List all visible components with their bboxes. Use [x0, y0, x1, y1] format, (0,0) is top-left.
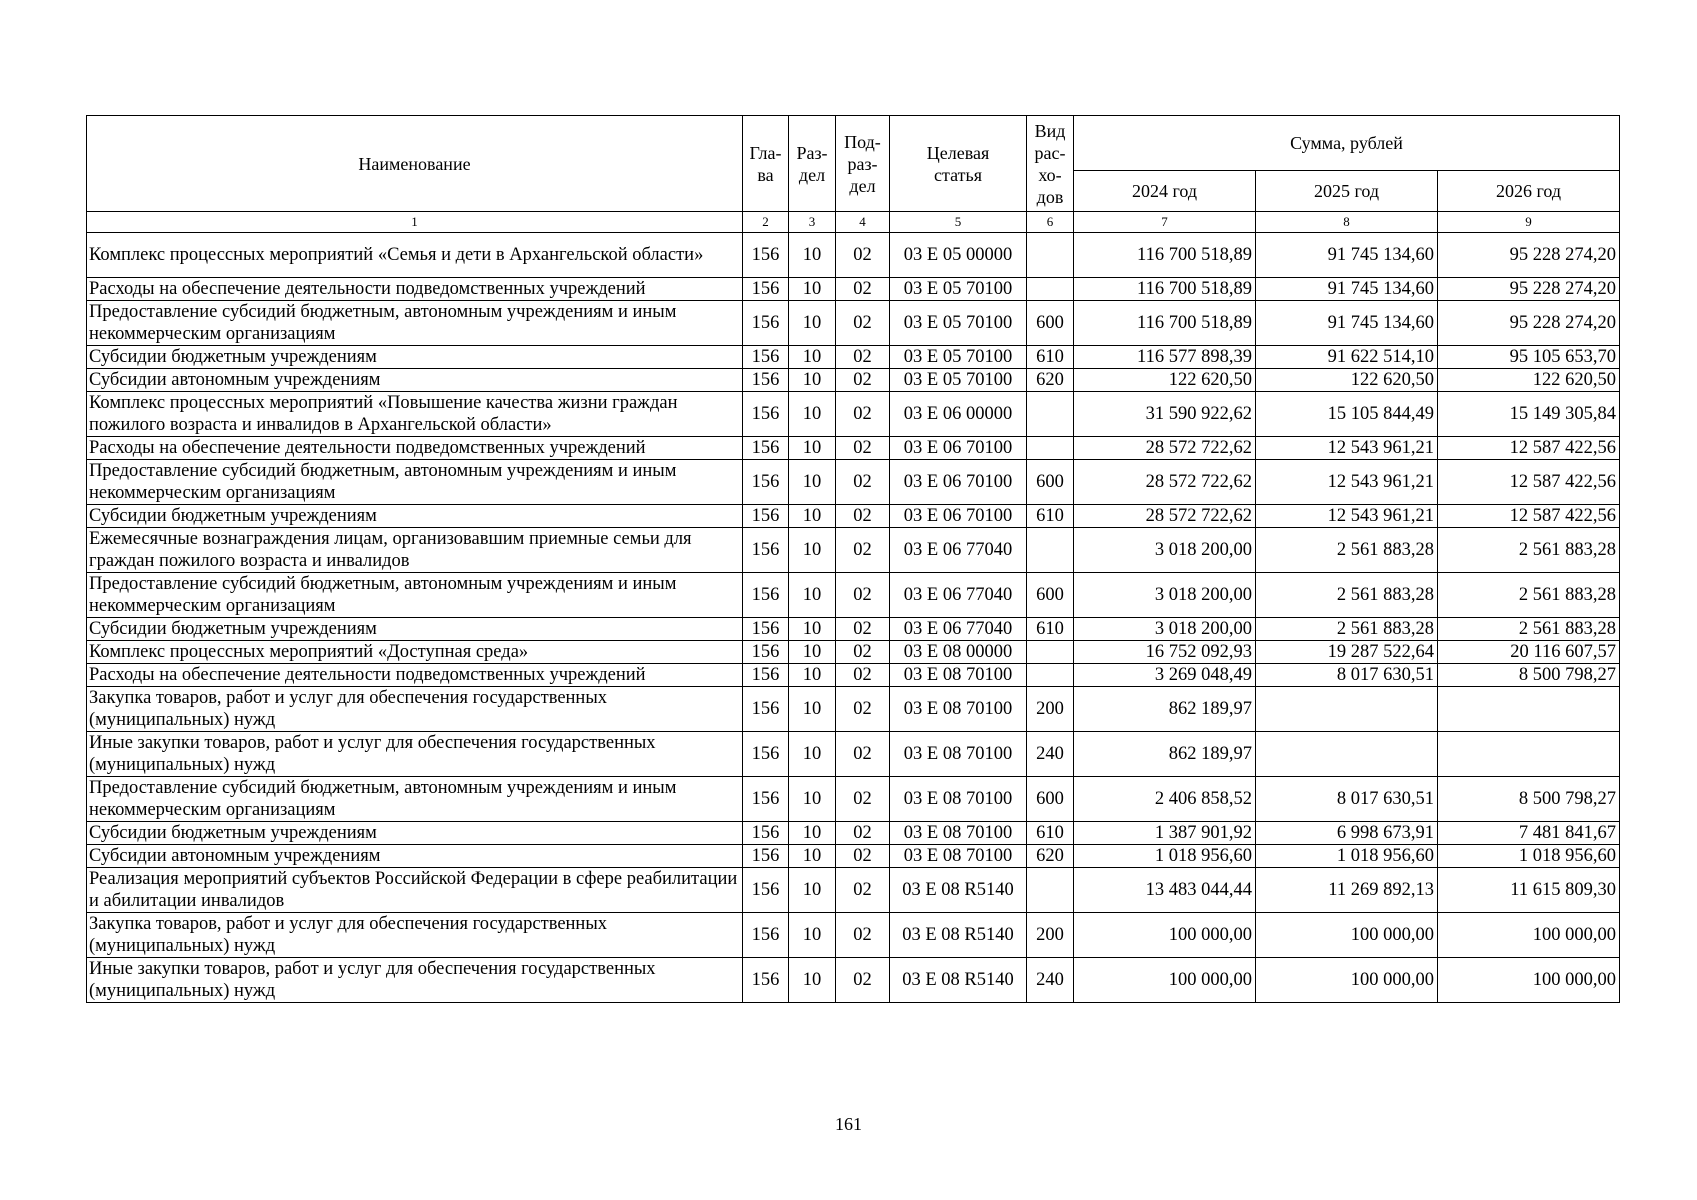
row-vid-cell	[1027, 437, 1074, 460]
row-amount-2024-cell: 116 700 518,89	[1074, 233, 1256, 278]
row-vid-cell: 600	[1027, 460, 1074, 505]
row-podrazdel-cell: 02	[836, 233, 890, 278]
row-tselevaya-cell: 03 Е 05 00000	[890, 233, 1027, 278]
table-row	[87, 732, 1620, 777]
row-podrazdel-cell: 02	[836, 369, 890, 392]
row-name-cell: Субсидии бюджетным учреждениям	[87, 822, 743, 845]
row-razdel-cell: 10	[789, 687, 836, 732]
row-razdel-cell: 10	[789, 822, 836, 845]
table-row	[87, 528, 1620, 573]
table-row	[87, 641, 1620, 664]
row-podrazdel-cell: 02	[836, 664, 890, 687]
row-razdel-cell: 10	[789, 958, 836, 1003]
col-number: 3	[789, 212, 836, 233]
row-tselevaya-cell: 03 Е 08 R5140	[890, 958, 1027, 1003]
row-tselevaya-cell: 03 Е 06 77040	[890, 618, 1027, 641]
row-glava-cell: 156	[743, 392, 789, 437]
row-glava-cell: 156	[743, 437, 789, 460]
row-glava-cell: 156	[743, 868, 789, 913]
row-vid-cell: 610	[1027, 822, 1074, 845]
row-amount-2026-cell: 100 000,00	[1438, 958, 1620, 1003]
col-number: 6	[1027, 212, 1074, 233]
row-amount-2024-cell: 862 189,97	[1074, 687, 1256, 732]
row-amount-2026-cell: 8 500 798,27	[1438, 664, 1620, 687]
row-vid-cell: 610	[1027, 618, 1074, 641]
row-podrazdel-cell: 02	[836, 958, 890, 1003]
row-tselevaya-cell: 03 Е 06 70100	[890, 437, 1027, 460]
table-row	[87, 301, 1620, 346]
row-glava-cell: 156	[743, 369, 789, 392]
row-podrazdel-cell: 02	[836, 460, 890, 505]
table-row	[87, 868, 1620, 913]
row-podrazdel-cell: 02	[836, 845, 890, 868]
row-vid-cell: 610	[1027, 505, 1074, 528]
row-name-cell: Расходы на обеспечение деятельности подведомственных учреждений	[87, 664, 743, 687]
row-amount-2026-cell: 95 228 274,20	[1438, 278, 1620, 301]
row-podrazdel-cell: 02	[836, 392, 890, 437]
row-glava-cell: 156	[743, 618, 789, 641]
row-glava-cell: 156	[743, 913, 789, 958]
row-podrazdel-cell: 02	[836, 573, 890, 618]
row-podrazdel-cell: 02	[836, 437, 890, 460]
row-amount-2025-cell: 19 287 522,64	[1256, 641, 1438, 664]
row-glava-cell: 156	[743, 233, 789, 278]
header-tselevaya: Целевая статья	[890, 116, 1027, 212]
row-amount-2026-cell: 8 500 798,27	[1438, 777, 1620, 822]
row-amount-2025-cell: 1 018 956,60	[1256, 845, 1438, 868]
row-name-cell: Субсидии бюджетным учреждениям	[87, 618, 743, 641]
row-tselevaya-cell: 03 Е 08 70100	[890, 822, 1027, 845]
row-podrazdel-cell: 02	[836, 732, 890, 777]
row-amount-2026-cell: 20 116 607,57	[1438, 641, 1620, 664]
row-razdel-cell: 10	[789, 233, 836, 278]
row-glava-cell: 156	[743, 958, 789, 1003]
row-vid-cell	[1027, 641, 1074, 664]
row-razdel-cell: 10	[789, 664, 836, 687]
row-vid-cell	[1027, 868, 1074, 913]
row-amount-2025-cell: 91 745 134,60	[1256, 278, 1438, 301]
row-glava-cell: 156	[743, 346, 789, 369]
row-glava-cell: 156	[743, 822, 789, 845]
row-amount-2025-cell: 15 105 844,49	[1256, 392, 1438, 437]
row-glava-cell: 156	[743, 664, 789, 687]
table-row	[87, 392, 1620, 437]
table-row	[87, 664, 1620, 687]
row-amount-2024-cell: 116 577 898,39	[1074, 346, 1256, 369]
row-vid-cell: 240	[1027, 732, 1074, 777]
col-number: 8	[1256, 212, 1438, 233]
header-year-2024: 2024 год	[1074, 171, 1256, 212]
row-amount-2024-cell: 1 018 956,60	[1074, 845, 1256, 868]
table-row	[87, 687, 1620, 732]
row-amount-2024-cell: 16 752 092,93	[1074, 641, 1256, 664]
header-summa: Сумма, рублей	[1074, 116, 1620, 171]
budget-table	[86, 115, 1620, 1003]
table-row	[87, 460, 1620, 505]
row-podrazdel-cell: 02	[836, 278, 890, 301]
row-name-cell: Расходы на обеспечение деятельности подведомственных учреждений	[87, 437, 743, 460]
table-row	[87, 233, 1620, 278]
row-glava-cell: 156	[743, 845, 789, 868]
row-amount-2026-cell: 1 018 956,60	[1438, 845, 1620, 868]
col-number: 7	[1074, 212, 1256, 233]
row-tselevaya-cell: 03 Е 08 00000	[890, 641, 1027, 664]
row-amount-2025-cell: 122 620,50	[1256, 369, 1438, 392]
row-glava-cell: 156	[743, 460, 789, 505]
row-name-cell: Предоставление субсидий бюджетным, автономным учреждениям и иным некоммерческим организациям	[87, 573, 743, 618]
row-glava-cell: 156	[743, 732, 789, 777]
row-glava-cell: 156	[743, 641, 789, 664]
row-tselevaya-cell: 03 Е 08 70100	[890, 664, 1027, 687]
table-row	[87, 278, 1620, 301]
row-podrazdel-cell: 02	[836, 822, 890, 845]
header-podrazdel: Под- раз- дел	[836, 116, 890, 212]
row-name-cell: Субсидии автономным учреждениям	[87, 369, 743, 392]
row-glava-cell: 156	[743, 278, 789, 301]
row-amount-2026-cell: 2 561 883,28	[1438, 618, 1620, 641]
row-tselevaya-cell: 03 Е 08 70100	[890, 777, 1027, 822]
row-razdel-cell: 10	[789, 369, 836, 392]
row-tselevaya-cell: 03 Е 05 70100	[890, 346, 1027, 369]
row-name-cell: Иные закупки товаров, работ и услуг для обеспечения государственных (муниципальных) нужд	[87, 732, 743, 777]
row-amount-2024-cell: 3 018 200,00	[1074, 573, 1256, 618]
row-podrazdel-cell: 02	[836, 913, 890, 958]
row-amount-2025-cell	[1256, 732, 1438, 777]
row-tselevaya-cell: 03 Е 06 00000	[890, 392, 1027, 437]
row-podrazdel-cell: 02	[836, 687, 890, 732]
row-tselevaya-cell: 03 Е 08 70100	[890, 732, 1027, 777]
row-razdel-cell: 10	[789, 460, 836, 505]
table-row	[87, 777, 1620, 822]
row-razdel-cell: 10	[789, 732, 836, 777]
row-razdel-cell: 10	[789, 913, 836, 958]
row-amount-2024-cell: 1 387 901,92	[1074, 822, 1256, 845]
row-glava-cell: 156	[743, 301, 789, 346]
table-row	[87, 505, 1620, 528]
row-tselevaya-cell: 03 Е 08 R5140	[890, 868, 1027, 913]
row-name-cell: Комплекс процессных мероприятий «Повышение качества жизни граждан пожилого возраста и инвалидов в Архангельской области»	[87, 392, 743, 437]
table-row	[87, 845, 1620, 868]
table-row	[87, 437, 1620, 460]
row-vid-cell	[1027, 233, 1074, 278]
row-amount-2026-cell: 95 105 653,70	[1438, 346, 1620, 369]
row-glava-cell: 156	[743, 505, 789, 528]
row-amount-2026-cell: 12 587 422,56	[1438, 460, 1620, 505]
row-name-cell: Иные закупки товаров, работ и услуг для обеспечения государственных (муниципальных) нужд	[87, 958, 743, 1003]
row-amount-2025-cell: 12 543 961,21	[1256, 505, 1438, 528]
col-number: 2	[743, 212, 789, 233]
row-vid-cell: 200	[1027, 687, 1074, 732]
row-amount-2024-cell: 28 572 722,62	[1074, 460, 1256, 505]
row-amount-2024-cell: 3 269 048,49	[1074, 664, 1256, 687]
row-amount-2026-cell: 2 561 883,28	[1438, 573, 1620, 618]
row-vid-cell: 240	[1027, 958, 1074, 1003]
row-amount-2025-cell: 12 543 961,21	[1256, 460, 1438, 505]
table-row	[87, 346, 1620, 369]
row-amount-2024-cell: 100 000,00	[1074, 958, 1256, 1003]
row-razdel-cell: 10	[789, 505, 836, 528]
row-tselevaya-cell: 03 Е 08 70100	[890, 687, 1027, 732]
row-razdel-cell: 10	[789, 392, 836, 437]
row-amount-2024-cell: 3 018 200,00	[1074, 618, 1256, 641]
row-name-cell: Субсидии бюджетным учреждениям	[87, 346, 743, 369]
row-amount-2024-cell: 28 572 722,62	[1074, 437, 1256, 460]
row-glava-cell: 156	[743, 573, 789, 618]
row-razdel-cell: 10	[789, 346, 836, 369]
row-amount-2025-cell: 8 017 630,51	[1256, 777, 1438, 822]
row-razdel-cell: 10	[789, 868, 836, 913]
row-amount-2025-cell: 6 998 673,91	[1256, 822, 1438, 845]
row-amount-2024-cell: 116 700 518,89	[1074, 278, 1256, 301]
row-vid-cell	[1027, 278, 1074, 301]
row-amount-2024-cell: 122 620,50	[1074, 369, 1256, 392]
table-row	[87, 913, 1620, 958]
table-row	[87, 822, 1620, 845]
row-name-cell: Предоставление субсидий бюджетным, автономным учреждениям и иным некоммерческим организациям	[87, 777, 743, 822]
row-vid-cell: 620	[1027, 845, 1074, 868]
row-glava-cell: 156	[743, 528, 789, 573]
row-razdel-cell: 10	[789, 618, 836, 641]
row-name-cell: Ежемесячные вознаграждения лицам, организовавшим приемные семьи для граждан пожилого возраста и инвалидов	[87, 528, 743, 573]
row-vid-cell	[1027, 664, 1074, 687]
row-name-cell: Субсидии автономным учреждениям	[87, 845, 743, 868]
row-podrazdel-cell: 02	[836, 618, 890, 641]
header-year-2026: 2026 год	[1438, 171, 1620, 212]
row-tselevaya-cell: 03 Е 05 70100	[890, 278, 1027, 301]
row-amount-2024-cell: 100 000,00	[1074, 913, 1256, 958]
row-amount-2026-cell: 11 615 809,30	[1438, 868, 1620, 913]
row-vid-cell: 610	[1027, 346, 1074, 369]
row-vid-cell: 620	[1027, 369, 1074, 392]
row-amount-2025-cell: 11 269 892,13	[1256, 868, 1438, 913]
row-tselevaya-cell: 03 Е 08 70100	[890, 845, 1027, 868]
row-razdel-cell: 10	[789, 641, 836, 664]
row-name-cell: Субсидии бюджетным учреждениям	[87, 505, 743, 528]
row-amount-2024-cell: 3 018 200,00	[1074, 528, 1256, 573]
row-amount-2026-cell: 12 587 422,56	[1438, 505, 1620, 528]
row-tselevaya-cell: 03 Е 05 70100	[890, 369, 1027, 392]
row-podrazdel-cell: 02	[836, 346, 890, 369]
row-name-cell: Расходы на обеспечение деятельности подведомственных учреждений	[87, 278, 743, 301]
row-glava-cell: 156	[743, 687, 789, 732]
row-amount-2026-cell: 15 149 305,84	[1438, 392, 1620, 437]
table-row	[87, 618, 1620, 641]
row-podrazdel-cell: 02	[836, 505, 890, 528]
row-amount-2025-cell: 91 745 134,60	[1256, 301, 1438, 346]
row-amount-2024-cell: 28 572 722,62	[1074, 505, 1256, 528]
col-number: 5	[890, 212, 1027, 233]
row-vid-cell: 600	[1027, 301, 1074, 346]
row-vid-cell: 600	[1027, 777, 1074, 822]
row-tselevaya-cell: 03 Е 08 R5140	[890, 913, 1027, 958]
row-glava-cell: 156	[743, 777, 789, 822]
row-razdel-cell: 10	[789, 845, 836, 868]
row-podrazdel-cell: 02	[836, 641, 890, 664]
col-number: 4	[836, 212, 890, 233]
row-tselevaya-cell: 03 Е 06 70100	[890, 460, 1027, 505]
row-name-cell: Закупка товаров, работ и услуг для обеспечения государственных (муниципальных) нужд	[87, 687, 743, 732]
row-amount-2025-cell: 8 017 630,51	[1256, 664, 1438, 687]
row-tselevaya-cell: 03 Е 06 77040	[890, 528, 1027, 573]
header-razdel: Раз- дел	[789, 116, 836, 212]
row-razdel-cell: 10	[789, 437, 836, 460]
row-tselevaya-cell: 03 Е 05 70100	[890, 301, 1027, 346]
row-amount-2025-cell: 100 000,00	[1256, 958, 1438, 1003]
row-razdel-cell: 10	[789, 573, 836, 618]
col-number: 1	[87, 212, 743, 233]
row-amount-2025-cell: 2 561 883,28	[1256, 528, 1438, 573]
row-podrazdel-cell: 02	[836, 777, 890, 822]
row-amount-2025-cell: 91 745 134,60	[1256, 233, 1438, 278]
row-amount-2026-cell: 7 481 841,67	[1438, 822, 1620, 845]
row-vid-cell: 200	[1027, 913, 1074, 958]
row-name-cell: Предоставление субсидий бюджетным, автономным учреждениям и иным некоммерческим организациям	[87, 460, 743, 505]
row-amount-2026-cell	[1438, 687, 1620, 732]
row-vid-cell: 600	[1027, 573, 1074, 618]
row-podrazdel-cell: 02	[836, 868, 890, 913]
table-body	[87, 233, 1620, 1003]
row-amount-2026-cell: 2 561 883,28	[1438, 528, 1620, 573]
header-name: Наименование	[87, 116, 743, 212]
row-amount-2025-cell: 2 561 883,28	[1256, 618, 1438, 641]
col-number: 9	[1438, 212, 1620, 233]
row-amount-2026-cell: 95 228 274,20	[1438, 301, 1620, 346]
row-amount-2025-cell	[1256, 687, 1438, 732]
header-glava: Гла- ва	[743, 116, 789, 212]
row-amount-2024-cell: 2 406 858,52	[1074, 777, 1256, 822]
row-amount-2026-cell: 95 228 274,20	[1438, 233, 1620, 278]
row-amount-2025-cell: 12 543 961,21	[1256, 437, 1438, 460]
row-podrazdel-cell: 02	[836, 301, 890, 346]
header-year-2025: 2025 год	[1256, 171, 1438, 212]
row-amount-2026-cell: 100 000,00	[1438, 913, 1620, 958]
row-razdel-cell: 10	[789, 278, 836, 301]
table-row	[87, 369, 1620, 392]
row-vid-cell	[1027, 528, 1074, 573]
row-amount-2025-cell: 100 000,00	[1256, 913, 1438, 958]
row-amount-2024-cell: 13 483 044,44	[1074, 868, 1256, 913]
row-amount-2024-cell: 862 189,97	[1074, 732, 1256, 777]
table-row	[87, 573, 1620, 618]
row-razdel-cell: 10	[789, 777, 836, 822]
row-vid-cell	[1027, 392, 1074, 437]
row-amount-2025-cell: 91 622 514,10	[1256, 346, 1438, 369]
row-name-cell: Предоставление субсидий бюджетным, автономным учреждениям и иным некоммерческим организациям	[87, 301, 743, 346]
row-razdel-cell: 10	[789, 301, 836, 346]
row-name-cell: Комплекс процессных мероприятий «Семья и дети в Архангельской области»	[87, 233, 743, 278]
row-tselevaya-cell: 03 Е 06 70100	[890, 505, 1027, 528]
row-amount-2024-cell: 116 700 518,89	[1074, 301, 1256, 346]
row-name-cell: Реализация мероприятий субъектов Российской Федерации в сфере реабилитации и абилитации инвалидов	[87, 868, 743, 913]
page-number: 161	[835, 1114, 862, 1134]
row-amount-2026-cell	[1438, 732, 1620, 777]
row-amount-2026-cell: 12 587 422,56	[1438, 437, 1620, 460]
row-amount-2025-cell: 2 561 883,28	[1256, 573, 1438, 618]
row-name-cell: Закупка товаров, работ и услуг для обеспечения государственных (муниципальных) нужд	[87, 913, 743, 958]
table-row	[87, 958, 1620, 1003]
row-name-cell: Комплекс процессных мероприятий «Доступная среда»	[87, 641, 743, 664]
row-amount-2024-cell: 31 590 922,62	[1074, 392, 1256, 437]
row-amount-2026-cell: 122 620,50	[1438, 369, 1620, 392]
header-vid: Вид рас- хо- дов	[1027, 116, 1074, 212]
row-podrazdel-cell: 02	[836, 528, 890, 573]
row-tselevaya-cell: 03 Е 06 77040	[890, 573, 1027, 618]
row-razdel-cell: 10	[789, 528, 836, 573]
